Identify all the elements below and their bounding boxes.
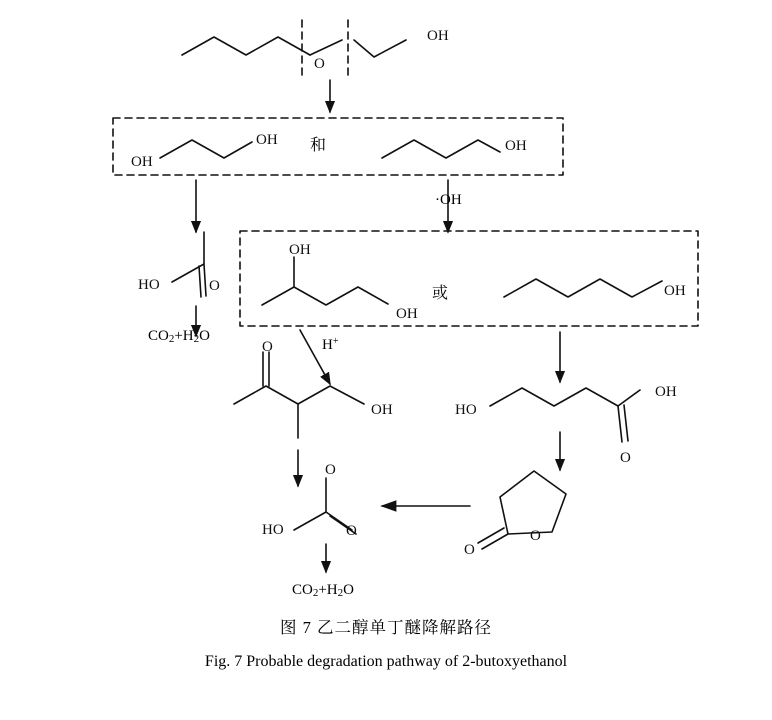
connector-or: 或	[432, 285, 449, 302]
label-o-glycolic: O	[209, 278, 220, 294]
structure-ethylene-glycol	[160, 140, 252, 158]
figure-caption-chinese: 图 7 乙二醇单丁醚降解路径	[280, 618, 492, 637]
structure-hydroxymethyl-butanone	[234, 352, 364, 438]
label-oh-glycol-left: OH	[131, 154, 153, 170]
label-o-acetic: O	[346, 523, 357, 539]
label-oh-butanol: OH	[505, 138, 527, 154]
label-oh-butanediol13: OH	[289, 242, 311, 258]
structure-2-butoxyethanol	[182, 37, 406, 57]
label-ho-glycolic: HO	[138, 277, 160, 293]
structure-1-butanol	[382, 140, 500, 158]
radical-oh-label: ·OH	[435, 192, 462, 208]
mineralization-label-bottom: CO2+H2O	[292, 582, 354, 599]
label-o-hydroxyacid: O	[620, 450, 631, 466]
structure-4-hydroxybutanoic-acid	[490, 388, 640, 442]
proton-label: H+	[322, 336, 339, 353]
label-o-lactone-ring: O	[530, 528, 541, 544]
label-oh-glycol-right: OH	[256, 132, 278, 148]
label-oh-ketone: OH	[371, 402, 393, 418]
label-ho-hydroxyacid: HO	[455, 402, 477, 418]
label-o-ether: O	[314, 56, 325, 72]
mineralization-label-left: CO2+H2O	[148, 328, 210, 345]
label-o-ketone: O	[262, 339, 273, 355]
structure-1-3-butanediol	[262, 257, 388, 305]
structure-1-4-butanediol	[504, 279, 662, 297]
structure-gamma-butyrolactone	[478, 471, 566, 549]
label-ho-acetic: HO	[262, 522, 284, 538]
label-oh-butanediol14: OH	[664, 283, 686, 299]
label-oh-butanediol13-end: OH	[396, 306, 418, 322]
label-oh-hydroxyacid: OH	[655, 384, 677, 400]
structure-glycolic-acid	[172, 232, 206, 297]
label-o-lactone-carbonyl: O	[464, 542, 475, 558]
label-o-acetic-top: O	[325, 462, 336, 478]
connector-and: 和	[310, 137, 327, 154]
label-oh-top: OH	[427, 28, 449, 44]
figure-caption-english: Fig. 7 Probable degradation pathway of 2-butoxyethanol	[204, 653, 568, 670]
